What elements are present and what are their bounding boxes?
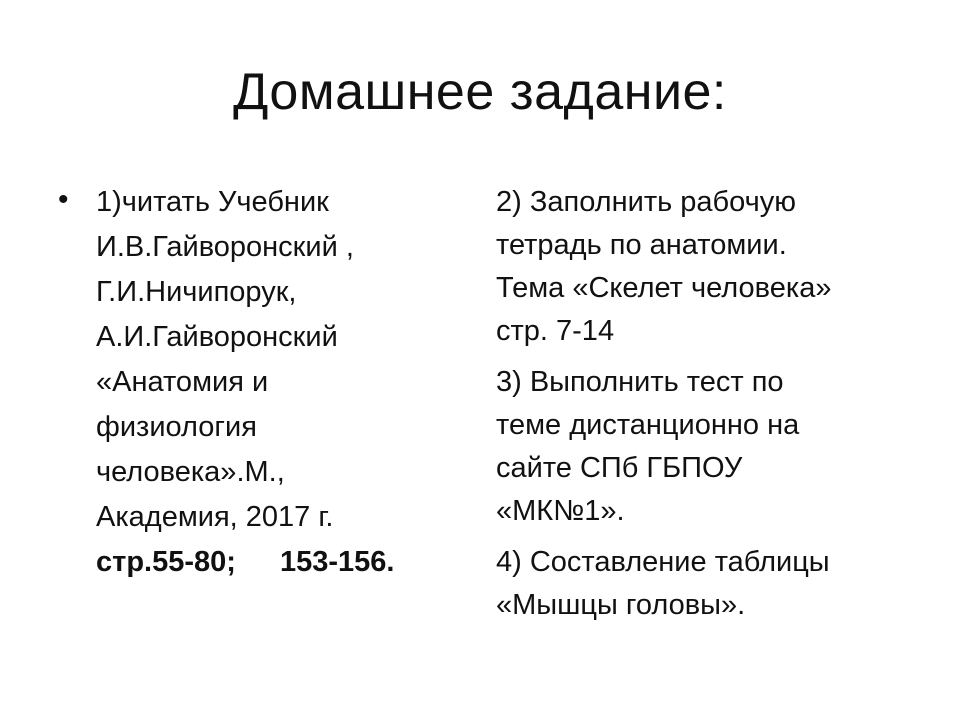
- text-line: сайте СПб ГБПОУ: [496, 452, 743, 484]
- text-line: Академия, 2017 г.: [96, 501, 334, 533]
- left-column: [58, 180, 438, 585]
- text-line: И.В.Гайворонский ,: [96, 231, 354, 263]
- text-line: теме дистанционно на: [496, 409, 800, 441]
- pages-range-2: 153-156.: [279, 546, 395, 578]
- slide-title: Домашнее задание:: [233, 63, 727, 121]
- pages-line: [96, 540, 394, 585]
- task-item-3: [496, 361, 936, 533]
- textbook-reference: [96, 180, 394, 585]
- text-line: А.И.Гайворонский: [96, 321, 338, 353]
- text-line: 4) Составление таблицы: [496, 546, 830, 578]
- bullet-icon: •: [58, 183, 69, 216]
- text-line: тетрадь по анатомии.: [496, 229, 787, 261]
- bullet-item-textbook: [58, 180, 438, 585]
- text-line: 2) Заполнить рабочую: [496, 186, 796, 218]
- text-line: Г.И.Ничипорук,: [96, 276, 297, 308]
- text-line: «МК№1».: [496, 495, 625, 527]
- right-column: [496, 181, 936, 635]
- task-item-4: [496, 541, 936, 627]
- task-item-2: [496, 181, 936, 353]
- text-line: человека».М.,: [96, 456, 285, 488]
- text-line: «Мышцы головы».: [496, 589, 746, 621]
- text-line: физиология: [96, 411, 257, 443]
- pages-range-1: стр.55-80;: [96, 546, 236, 578]
- text-line: 1)читать Учебник: [96, 186, 329, 218]
- text-line: «Анатомия и: [96, 366, 269, 398]
- text-line: стр. 7-14: [496, 315, 615, 347]
- text-line: 3) Выполнить тест по: [496, 366, 784, 398]
- text-line: Тема «Скелет человека»: [496, 272, 832, 304]
